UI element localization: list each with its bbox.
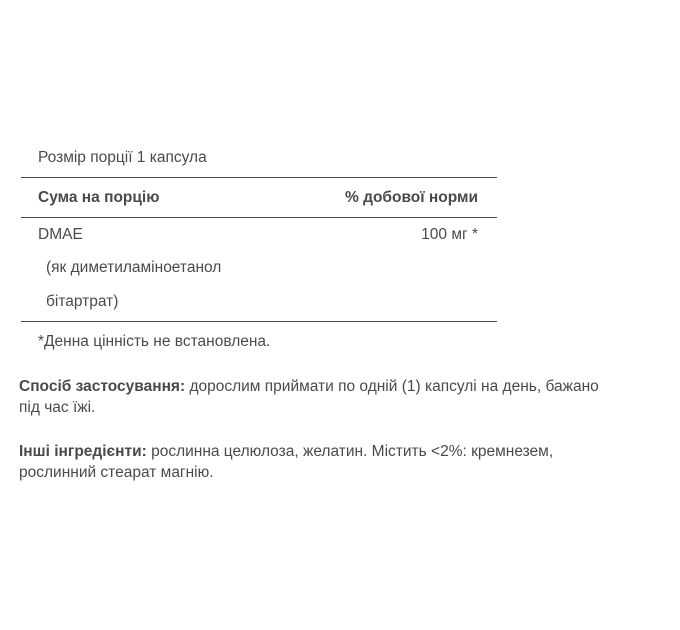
serving-size: Розмір порції 1 капсула [21, 140, 497, 178]
nutrient-name: DMAE [38, 226, 83, 243]
nutrient-detail-line: бітартрат) [21, 286, 497, 322]
other-ingredients-paragraph [19, 441, 619, 483]
directions-label: Спосіб застосування: [19, 378, 186, 395]
nutrient-detail-line: (як диметиламіноетанол [46, 259, 222, 276]
other-ingredients-label: Інші інгредієнти: [19, 443, 147, 460]
amount-per-serving-header: Сума на порцію [38, 189, 160, 206]
table-row [21, 218, 497, 249]
daily-value-header: % добової норми [345, 189, 478, 206]
table-header [21, 178, 497, 218]
supplement-facts-table [21, 140, 497, 362]
daily-value-footnote: *Денна цінність не встановлена. [38, 333, 271, 350]
directions-text: дорослим приймати по одній (1) капсулі на день, бажано під час їжі. [19, 378, 599, 416]
nutrient-amount: 100 мг * [421, 226, 478, 243]
other-ingredients-text: рослинна целюлоза, желатин. Містить <2%: кремнезем, рослинний стеарат магнію. [19, 443, 554, 481]
directions-paragraph [19, 376, 619, 418]
